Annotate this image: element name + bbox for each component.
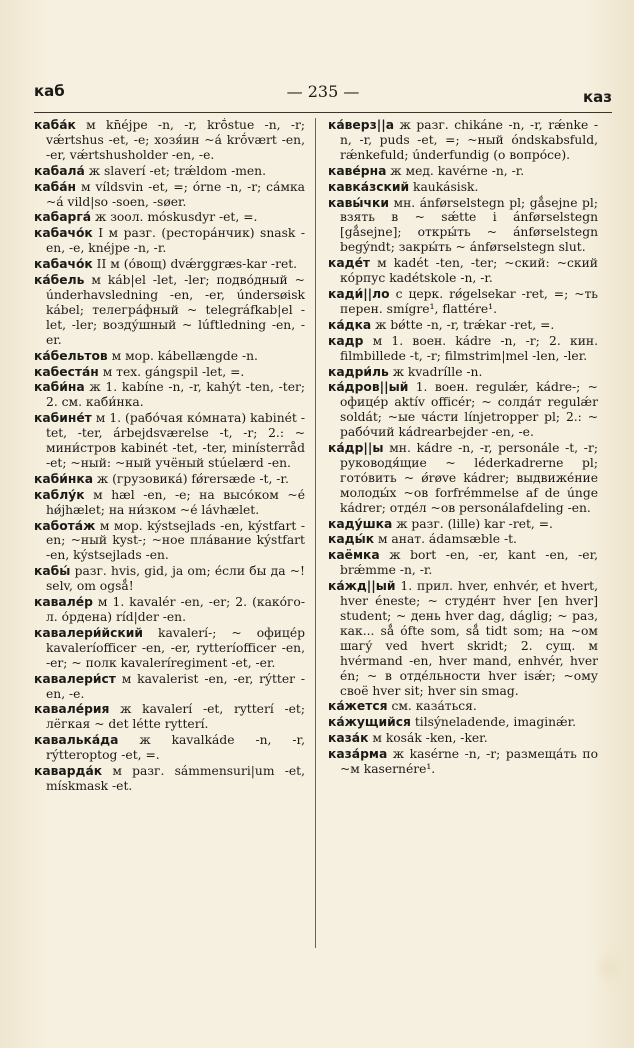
entry-headword: ка́дка: [328, 317, 372, 332]
entry-headword: ка́жд||ый: [328, 579, 396, 594]
entry-headword: каёмка: [328, 548, 380, 563]
entry-headword: кады́к: [328, 532, 375, 547]
entry-definition: м анат. ádamsæble -t.: [374, 532, 517, 547]
entry-headword: каве́рна: [328, 163, 387, 178]
entry-headword: каза́рма: [328, 747, 388, 762]
entry-headword: кади́||ло: [328, 286, 390, 301]
entry-headword: кабала́: [34, 163, 85, 178]
left-column: [34, 118, 305, 948]
dictionary-entry: [328, 287, 598, 317]
dictionary-entry: [34, 472, 305, 487]
entry-definition: ж kasérne -n, -r; размеща́ть по ~м kasernére¹.: [340, 747, 598, 777]
right-column: [328, 118, 598, 948]
dictionary-entry: [34, 764, 305, 794]
entry-headword: кабачо́к: [34, 257, 93, 272]
entry-headword: ка́бельтов: [34, 348, 108, 363]
entry-headword: каблу́к: [34, 487, 85, 502]
entry-headword: каварда́к: [34, 764, 103, 779]
entry-definition: I м разг. (рестора́нчик) snask -en, -e, knéjpe -n, -r.: [46, 226, 305, 256]
dictionary-entry: [328, 579, 598, 698]
column-divider: [315, 118, 316, 948]
entry-headword: каба́н: [34, 179, 77, 194]
dictionary-entry: [328, 180, 598, 195]
entry-definition: мн. kádre -n, -r, personále -t, -r; руководя́щие ~ léderkadrerne pl; гото́вить ~ ǿrøve kádrer; выдвиже́ние молоды́х ~ов forfrémmelse af de únge kádrer; отде́л ~ов personálafdeling -en.: [340, 441, 598, 515]
dictionary-entry: [328, 731, 598, 746]
entry-headword: кавалери́йский: [34, 625, 143, 640]
entry-headword: ка́жущийся: [328, 715, 411, 730]
dictionary-entry: [34, 626, 305, 671]
dictionary-entry: [328, 548, 598, 578]
entry-headword: кабачо́к: [34, 226, 93, 241]
entry-definition: м hæl -en, -e; на высо́ком ~е́ hǿjhælet; на ни́зком ~е́ lávhælet.: [46, 487, 305, 517]
dictionary-entry: [34, 411, 305, 471]
entry-headword: кавалери́ст: [34, 671, 116, 686]
entry-definition: м мор. kábellængde -n.: [107, 348, 258, 363]
entry-definition: ж kavalerí -et, rytterí -et; лёгкая ~ det létte rytterí.: [46, 702, 305, 732]
entry-definition: ж (грузовика́) fǿrersæde -t, -r.: [93, 471, 289, 486]
entry-headword: кадри́ль: [328, 364, 389, 379]
entry-definition: разг. hvis, gid, ja om; е́сли бы да ~! selv, om ogsǻ!: [46, 564, 305, 594]
left-guide-word: каб: [34, 82, 65, 100]
dictionary-entry: [328, 334, 598, 364]
entry-definition: м víldsvin -et, =; órne -n, -r; са́мка ~а́ vild|so -soen, -søer.: [46, 179, 305, 209]
entry-definition: ж мед. kavérne -n, -r.: [386, 163, 525, 178]
dictionary-entry: [34, 488, 305, 518]
paper-stain: [594, 948, 624, 988]
entry-headword: кавале́р: [34, 595, 93, 610]
entry-definition: kavalerí-; ~ офице́р kavaleríofficer -en, -er, rytteríofficer -en, -er; ~ полк kavaleríregiment -et, -er.: [46, 625, 305, 670]
entry-definition: kaukásisk.: [409, 179, 479, 194]
entry-definition: ж bort -en, -er, kant -en, -er, brǽmme -n, -r.: [340, 548, 598, 578]
dictionary-entry: [34, 273, 305, 348]
dictionary-entry: [328, 532, 598, 547]
dictionary-entry: [34, 702, 305, 732]
entry-definition: м тех. gángspil -let, =.: [98, 364, 245, 379]
entry-definition: ж slaverí -et; trǽldom -men.: [84, 163, 266, 178]
dictionary-entry: [328, 715, 598, 730]
entry-definition: м kavalerist -en, -er, rýtter -en, -e.: [46, 671, 305, 701]
dictionary-entry: [34, 226, 305, 256]
entry-definition: ж 1. kabíne -n, -r, kahýt -ten, -ter; 2. см. каби́нка.: [46, 380, 305, 410]
entry-definition: мн. ánførselstegn pl; gǻsejne pl; взять в ~ sǽtte i ánførselstegn [gǻsejne]; откры́ть ~ ánførselstegn begýndt; закры́ть ~ ánførselstegn slut.: [340, 195, 598, 255]
entry-definition: м kn̄éjpe -n, -r, krṓstue -n, -r; vǽrtshus -et, -e; хозя́ин ~а́ krṓvært -en, -er, vǽrtshusholder -en, -e.: [46, 118, 305, 162]
entry-headword: ка́др||ы: [328, 441, 384, 456]
entry-headword: кавка́зский: [328, 179, 410, 194]
page-header: [34, 80, 612, 106]
entry-definition: м kadét -ten, -ter; ~ский: ~ский ко́рпус kadétskole -n, -r.: [340, 256, 598, 286]
entry-headword: каду́шка: [328, 516, 393, 531]
dictionary-entry: [34, 257, 305, 272]
dictionary-entry: [328, 380, 598, 440]
header-rule: [34, 112, 612, 113]
entry-definition: 1. воен. regulǽr, kádre-; ~ офице́р aktív officér; ~ солда́т regulǽr soldát; ~ые ча́сти línjetropper pl; 2.: ~ рабо́чий kádrearbejder -en, -e.: [340, 380, 598, 440]
entry-definition: м разг. sámmensuri|um -et, mískmask -et.: [46, 764, 305, 793]
dictionary-entry: [34, 349, 305, 364]
dictionary-entry: [328, 118, 598, 163]
entry-definition: tilsýneladende, imaginǽr.: [410, 715, 577, 730]
entry-definition: м 1. kavalér -en, -er; 2. (како́го-л. о́рдена) ríd|der -en.: [46, 595, 305, 624]
dictionary-entry: [34, 519, 305, 564]
entry-definition: с церк. rǿgelsekar -ret, =; ~ть перен. smígre¹, flattére¹.: [340, 286, 598, 316]
entry-definition: см. каза́ться.: [387, 699, 477, 714]
dictionary-entry: [328, 441, 598, 516]
entry-headword: кавы́чки: [328, 195, 389, 210]
dictionary-entry: [328, 256, 598, 286]
dictionary-entry: [34, 118, 305, 163]
entry-headword: ка́верз||а: [328, 118, 394, 132]
entry-definition: II м (о́вощ) dvǽrggræs-kar -ret.: [92, 257, 298, 272]
entry-headword: кавале́рия: [34, 702, 110, 717]
entry-headword: кавалька́да: [34, 733, 119, 748]
entry-definition: м мор. kýstsejlads -en, kýstfart -en; ~ный kyst-; ~ное пла́вание kýstfart -en, kýstsejlads -en.: [46, 518, 305, 563]
dictionary-entry: [328, 318, 598, 333]
dictionary-entry: [328, 747, 598, 777]
dictionary-entry: [328, 196, 598, 256]
entry-definition: м káb|el -let, -ler; подво́дный ~ únderhavsledning -en, -er, úndersøisk kábel; телегра́фный ~ telegráfkab|el -let, -ler; возду́шный ~ lúftledning -en, -er.: [46, 273, 305, 347]
page-number: — 235 —: [286, 82, 360, 101]
entry-definition: ж зоол. móskusdyr -et, =.: [91, 210, 258, 225]
entry-headword: каби́нка: [34, 471, 93, 486]
entry-definition: 1. прил. hver, enhvér, et hvert, hver éneste; ~ студе́нт hver [en hver] student; ~ день hver dag, dáglig; ~ раз, как... sǻ ófte som, sǻ tidt som; на ~ом шагу́ ved hvert skridt; 2. сущ. м hvérmand -en, hver mand, enhvér, hver én; ~ в отде́льности hver isǽr; ~ому своё hver sit; hver sin smag.: [340, 579, 598, 698]
dictionary-entry: [34, 380, 305, 410]
entry-definition: ж bǿtte -n, -r, trǽkar -ret, =.: [371, 317, 555, 332]
entry-headword: кабеста́н: [34, 364, 99, 379]
dictionary-entry: [328, 164, 598, 179]
dictionary-entry: [34, 164, 305, 179]
entry-definition: ж kvadrílle -n.: [388, 364, 483, 379]
dictionary-entry: [34, 564, 305, 594]
dictionary-entry: [328, 365, 598, 380]
entry-headword: каби́на: [34, 380, 85, 395]
entry-headword: кабине́т: [34, 411, 92, 426]
dictionary-entry: [34, 210, 305, 225]
entry-definition: ж kavalkáde -n, -r, rýtteroptog -et, =.: [46, 733, 305, 763]
entry-headword: каде́т: [328, 256, 371, 271]
entry-definition: ж разг. (lille) kar -ret, =.: [392, 516, 553, 531]
dictionary-entry: [34, 180, 305, 210]
entry-headword: кабарга́: [34, 210, 92, 225]
dictionary-entry: [328, 699, 598, 714]
entry-definition: м kosák -ken, -ker.: [368, 731, 488, 746]
entry-headword: кабота́ж: [34, 518, 96, 533]
entry-definition: ж разг. chikáne -n, -r, rǽnke -n, -r, puds -et, =; ~ный óndskabsfuld, rǽnkefuld; únderfundig (о вопро́се).: [340, 118, 598, 162]
entry-headword: ка́жется: [328, 699, 388, 714]
entry-headword: кабы́: [34, 564, 71, 579]
entry-headword: ка́бель: [34, 273, 85, 288]
dictionary-entry: [34, 672, 305, 702]
dictionary-entry: [328, 517, 598, 532]
dictionary-entry: [34, 365, 305, 380]
dictionary-entry: [34, 595, 305, 625]
dictionary-entry: [34, 733, 305, 763]
right-guide-word: каз: [582, 88, 612, 106]
entry-definition: м 1. воен. kádre -n, -r; 2. кин. filmbillede -t, -r; filmstrim|mel -len, -ler.: [340, 333, 598, 363]
entry-headword: каба́к: [34, 118, 76, 132]
entry-definition: м 1. (рабо́чая ко́мната) kabinét -tet, -ter, árbejdsværelse -t, -r; 2.: ~ мини́стров kabinét -tet, -ter, minísterråd -et; ~ный: ~ный учёный stúelærd -en.: [46, 411, 305, 470]
entry-headword: кадр: [328, 333, 364, 348]
entry-headword: ка́дров||ый: [328, 380, 409, 395]
entry-headword: каза́к: [328, 731, 369, 746]
